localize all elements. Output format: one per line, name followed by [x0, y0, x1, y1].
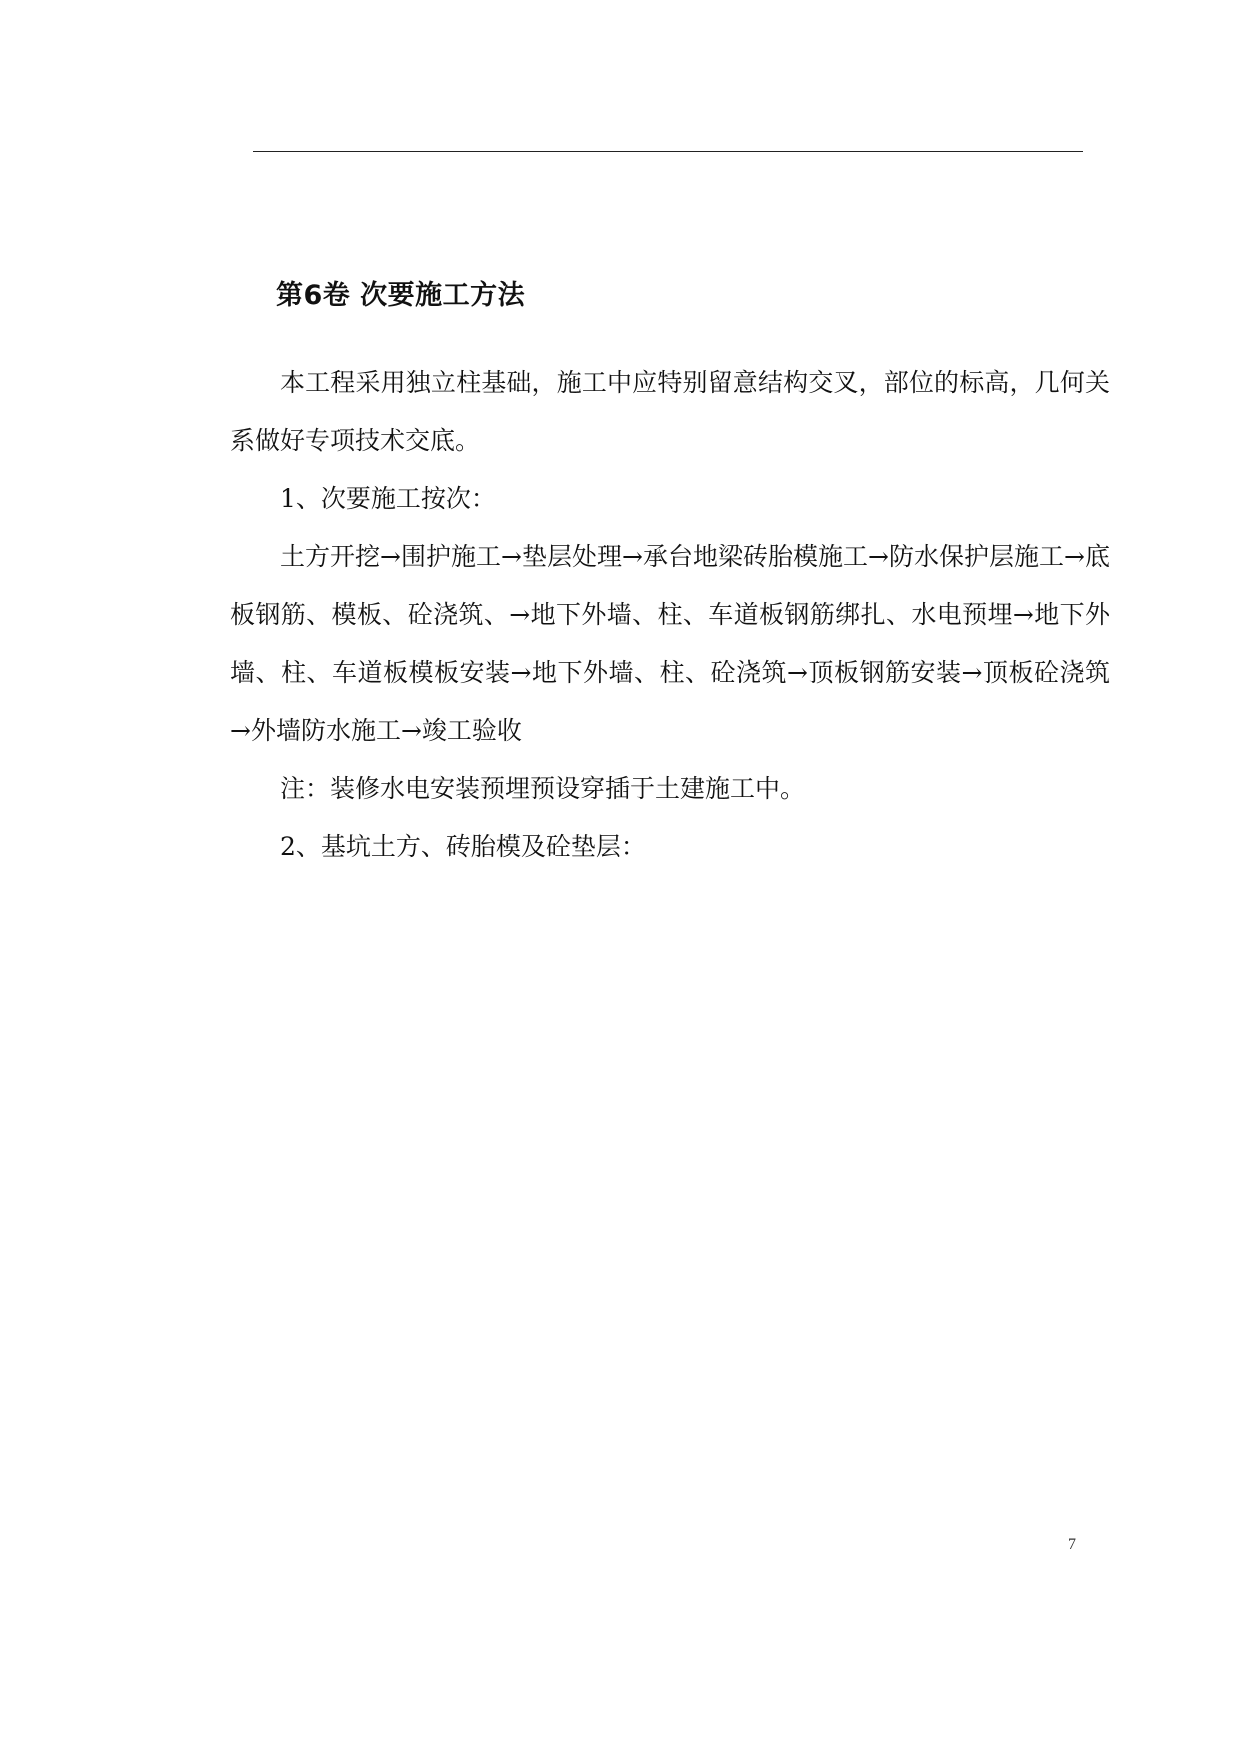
paragraph-section-1-heading: 1、次要施工按次：: [280, 484, 496, 513]
volume-title: 第6卷 次要施工方法: [276, 280, 526, 311]
paragraph-intro: 本工程采用独立柱基础，施工中应特别留意结构交叉，部位的标高，几何关系做好专项技术交底。: [230, 368, 1110, 455]
page-content: [230, 276, 1110, 876]
page-number: 7: [1068, 1536, 1076, 1553]
paragraph-note: 注：装修水电安装预埋预设穿插于土建施工中。: [280, 774, 806, 803]
body-text: [230, 354, 1110, 876]
header-rule: [253, 151, 1083, 152]
paragraph-construction-sequence: 土方开挖→围护施工→垫层处理→承台地梁砖胎模施工→防水保护层施工→底板钢筋、模板、砼浇筑、→地下外墙、柱、车道板钢筋绑扎、水电预埋→地下外墙、柱、车道板模板安装→地下外墙、柱、砼浇筑→顶板钢筋安装→顶板砼浇筑→外墙防水施工→竣工验收: [230, 542, 1110, 745]
paragraph-section-2-heading: 2、基坑土方、砖胎模及砼垫层：: [280, 832, 646, 861]
